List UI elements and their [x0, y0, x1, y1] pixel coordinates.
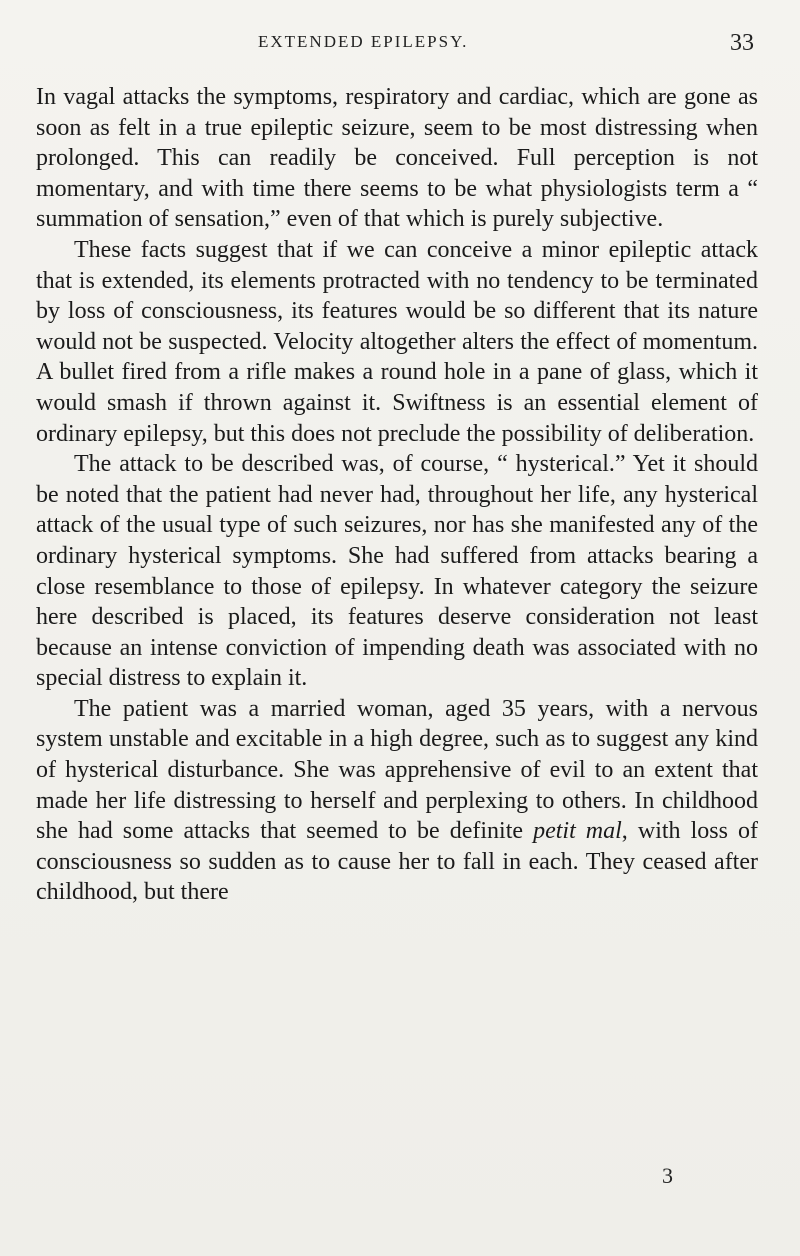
- paragraph-4-text-after: , with loss of consciousness so sudden as to cause her to fall in each. They ceased after childhood, but there: [36, 818, 758, 906]
- paragraph-3: The attack to be described was, of course, “ hysterical.” Yet it should be noted that the patient had never had, throughout her life, any hysterical attack of the usual type of such seizures, nor has she manifested any of the ordinary hysterical symptoms. She had suffered from attacks bearing a close resemblance to those of epilepsy. In whatever category the seizure here described is placed, its features deserve consideration not least because an intense conviction of impending death was associated with no special distress to explain it.: [36, 451, 758, 692]
- running-head: [0, 32, 800, 62]
- paragraph-2: These facts suggest that if we can conceive a minor epileptic attack that is extended, its elements protracted with no tendency to be terminated by loss of consciousness, its features would be so different that its nature would not be suspected. Velocity altogether alters the effect of momentum. A bullet fired from a rifle makes a round hole in a pane of glass, which it would smash if thrown against it. Swiftness is an essential element of ordinary epilepsy, but this does not preclude the possibility of deliberation.: [36, 236, 758, 447]
- paragraph-4: [36, 694, 758, 908]
- paragraph-4-italic-term: petit mal: [533, 818, 622, 845]
- paragraph-4-text-before: The patient was a married woman, aged 35 years, with a nervous system unstable and excitable in a high degree, such as to suggest any kind of hysterical disturbance. She was apprehensive of evil to an extent that made her life distressing to herself and perplexing to others. In childhood she had some attacks that seemed to be definite: [36, 695, 758, 845]
- running-title: EXTENDED EPILEPSY.: [258, 32, 469, 51]
- signature-mark: 3: [662, 1163, 673, 1188]
- body-text: [36, 82, 758, 908]
- paragraph-1: In vagal attacks the symptoms, respiratory and cardiac, which are gone as soon as felt in a true epileptic seizure, seem to be most distressing when prolonged. This can readily be conceived. Full perception is not momentary, and with time there seems to be what physiologists term a “ summation of sensation,” even of that which is purely subjective.: [36, 84, 758, 233]
- page-number: 33: [730, 30, 754, 56]
